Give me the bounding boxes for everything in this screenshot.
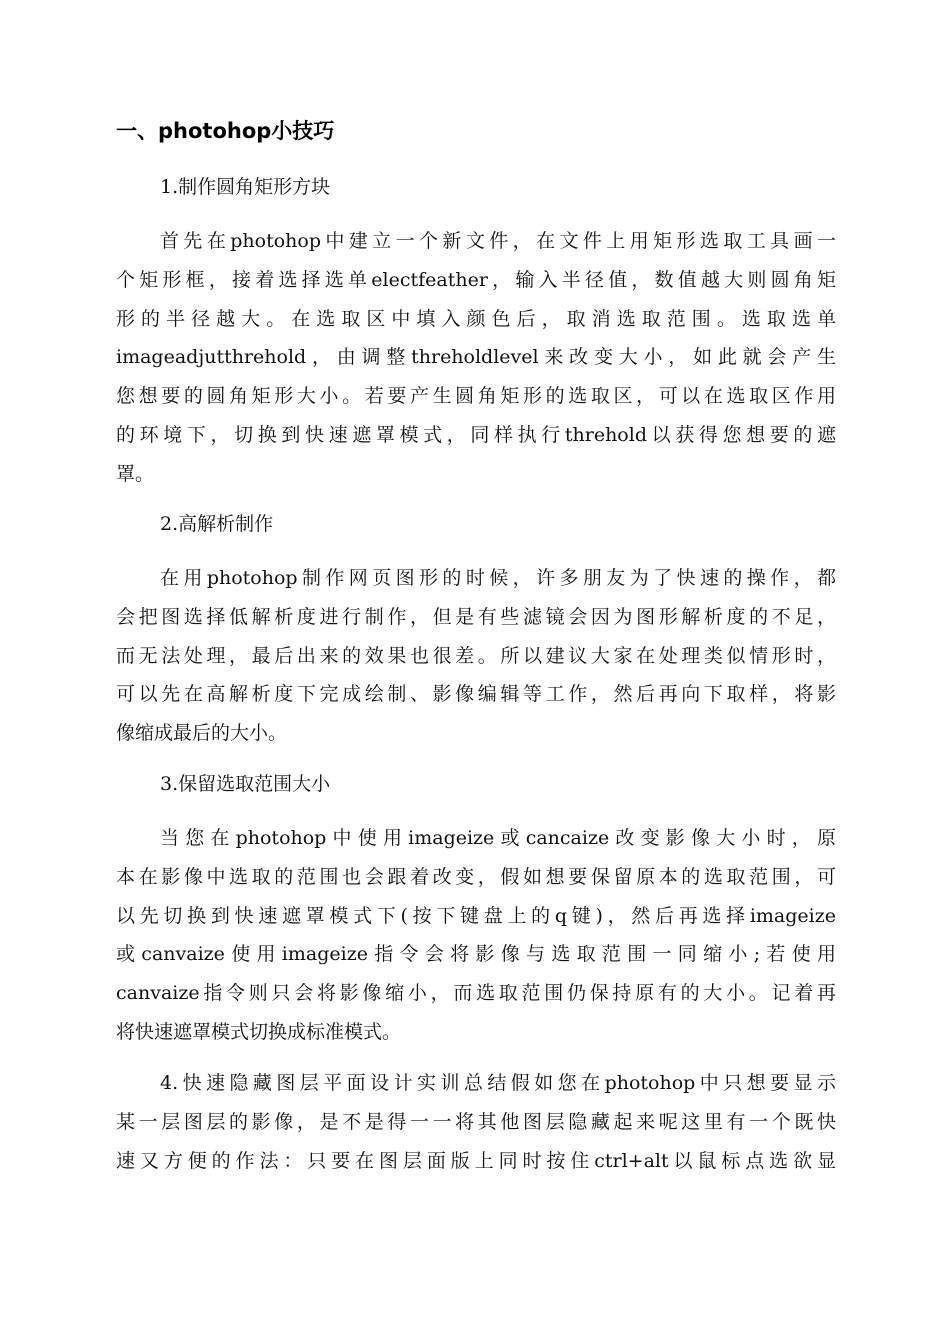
section-3: [116, 765, 836, 804]
paragraph-line: 首先在photohop中建立一个新文件，在文件上用矩形选取工具画一: [160, 230, 836, 252]
section-title: 2.高解析制作: [160, 513, 274, 535]
paragraph-line: imageadjutthrehold，由调整threholdlevel来改变大小，如此就会产生: [116, 346, 836, 369]
paragraph-line: 您想要的圆角矩形大小。若要产生圆角矩形的选取区，可以在选取区作用: [116, 385, 836, 408]
paragraph-line: 个矩形框，接着选择选单electfeather，输入半径值，数值越大则圆角矩: [116, 268, 836, 291]
paragraph-line: 将快速遮罩模式切换成标准模式。: [116, 1020, 402, 1043]
paragraph-line: 会把图选择低解析度进行制作，但是有些滤镜会因为图形解析度的不足，: [116, 605, 836, 628]
paragraph-line: canvaize指令则只会将影像缩小，而选取范围仍保持原有的大小。记着再: [116, 982, 836, 1005]
section-3-paragraph: [116, 819, 836, 1052]
paragraph-line: 以先切换到快速遮罩模式下(按下键盘上的q键)，然后再选择imageize: [116, 904, 836, 927]
paragraph-line: 本在影像中选取的范围也会跟着改变，假如想要保留原本的选取范围，可: [116, 865, 836, 888]
paragraph-line: 而无法处理，最后出来的效果也很差。所以建议大家在处理类似情形时，: [116, 644, 836, 667]
section-1-paragraph: [116, 222, 836, 494]
section-2: [116, 505, 836, 544]
paragraph-line: 当您在photohop中使用imageize或cancaize改变影像大小时，原: [160, 827, 836, 849]
section-title: 3.保留选取范围大小: [160, 773, 331, 795]
paragraph-line: 像缩成最后的大小。: [116, 722, 288, 745]
paragraph-line: 速又方便的作法：只要在图层面版上同时按住ctrl+alt以鼠标点选欲显: [116, 1149, 836, 1172]
paragraph-line: 在用photohop制作网页图形的时候，许多朋友为了快速的操作，都: [160, 567, 836, 589]
paragraph-line: 形的半径越大。在选取区中填入颜色后，取消选取范围。选取选单: [116, 307, 836, 330]
section-1: [116, 168, 836, 207]
paragraph-line: 可以先在高解析度下完成绘制、影像编辑等工作，然后再向下取样，将影: [116, 683, 836, 706]
paragraph-line: 某一层图层的影像，是不是得一一将其他图层隐藏起来呢这里有一个既快: [116, 1110, 836, 1133]
section-title: 1.制作圆角矩形方块: [160, 176, 331, 198]
paragraph-line: 罩。: [116, 462, 155, 485]
paragraph-line: 或canvaize使用imageize指令会将影像与选取范围一同缩小;若使用: [116, 943, 836, 966]
section-4-paragraph: [116, 1064, 836, 1180]
page-heading: 一、photohop小技巧: [116, 119, 335, 143]
section-2-paragraph: [116, 559, 836, 753]
paragraph-line: 的环境下，切换到快速遮罩模式，同样执行threhold以获得您想要的遮: [116, 423, 836, 446]
paragraph-line: 4.快速隐藏图层平面设计实训总结假如您在photohop中只想要显示: [160, 1072, 836, 1094]
